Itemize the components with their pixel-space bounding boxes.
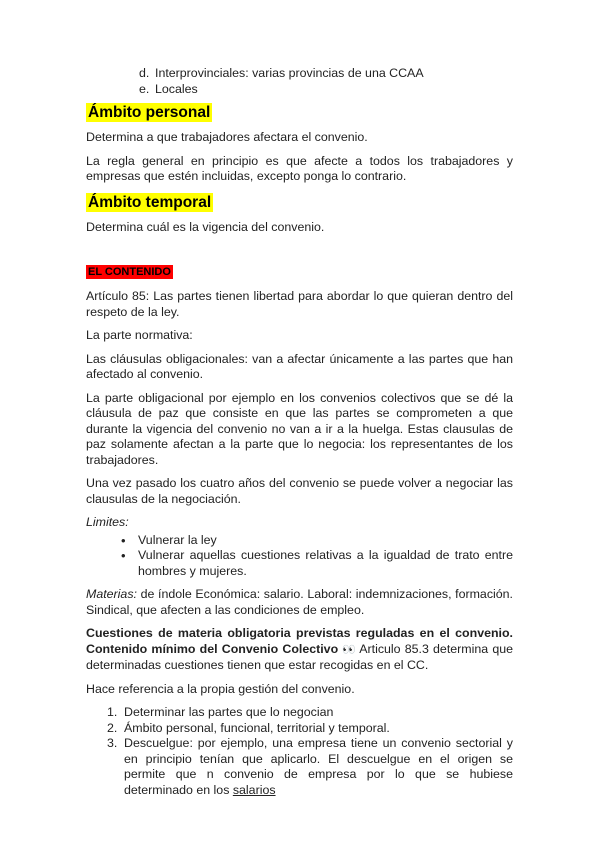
paragraph: Determina a que trabajadores afectara el convenio. [86,130,368,144]
paragraph: Las cláusulas obligacionales: van a afectar únicamente a las partes que han afectado al convenio. [86,351,513,381]
list-item: 2. Ámbito personal, funcional, territorial y temporal. [107,720,390,735]
heading-ambito-personal: Ámbito personal [88,104,211,121]
paragraph: Determina cuál es la vigencia del convenio. [86,219,325,234]
materias-label: Materias: [86,587,137,601]
list-item: e. Locales [139,81,198,96]
numbered-list [86,705,513,798]
eyes-emoji-icon: 👀 [342,643,356,656]
paragraph-materias: Materias: de índole Económica: salario. Laboral: indemnizaciones, formación. Sindical, que afecten a las condiciones de empleo. [86,587,513,617]
limites-list [86,533,513,580]
paragraph: La parte normativa: [86,328,193,342]
paragraph: Artículo 85: Las partes tienen libertad para abordar lo que quieran dentro del respeto de la ley. [86,289,513,319]
paragraph: La parte obligacional por ejemplo en los convenios colectivos que se dé la cláusula de paz que consiste en que las partes se comprometen a que durante la vigencia del convenio no van a ir a la huelga. Estas clausulas de paz solamente afectan a la parte que lo negocia: los representantes de los trabajadores. [86,390,513,467]
limites-label: Limites: [86,515,129,529]
section-label-contenido: EL CONTENIDO [88,266,171,278]
paragraph: La regla general en principio es que afecte a todos los trabajadores y empresas que estén incluidas, excepto ponga lo contrario. [86,153,513,183]
list-item: • Vulnerar aquellas cuestiones relativas a la igualdad de trato entre hombres y mujeres. [121,548,513,579]
list-item: d. Interprovinciales: varias provincias de una CCAA [139,66,424,80]
paragraph: Una vez pasado los cuatro años del convenio se puede volver a negociar las clausulas de la negociación. [86,476,513,506]
list-item: 3. Descuelgue: por ejemplo, una empresa tiene un convenio sectorial y en principio tenían que aplicarlo. El descuelgue en el origen se permite que n convenio de empresa por lo que se hubiese determinado en los salarios [107,736,513,797]
lettered-list [86,66,513,97]
list-item: • Vulnerar la ley [121,533,513,549]
paragraph: Hace referencia a la propia gestión del convenio. [86,681,355,696]
heading-ambito-temporal: Ámbito temporal [88,193,212,211]
paragraph-cuestiones: Cuestiones de materia obligatoria previstas reguladas en el convenio. Contenido mínimo del Convenio Colectivo 👀 Articulo 85.3 determina que determinadas cuestiones tienen que estar recogidas en el CC. [86,626,513,672]
list-item: 1. Determinar las partes que lo negocian [107,705,334,719]
